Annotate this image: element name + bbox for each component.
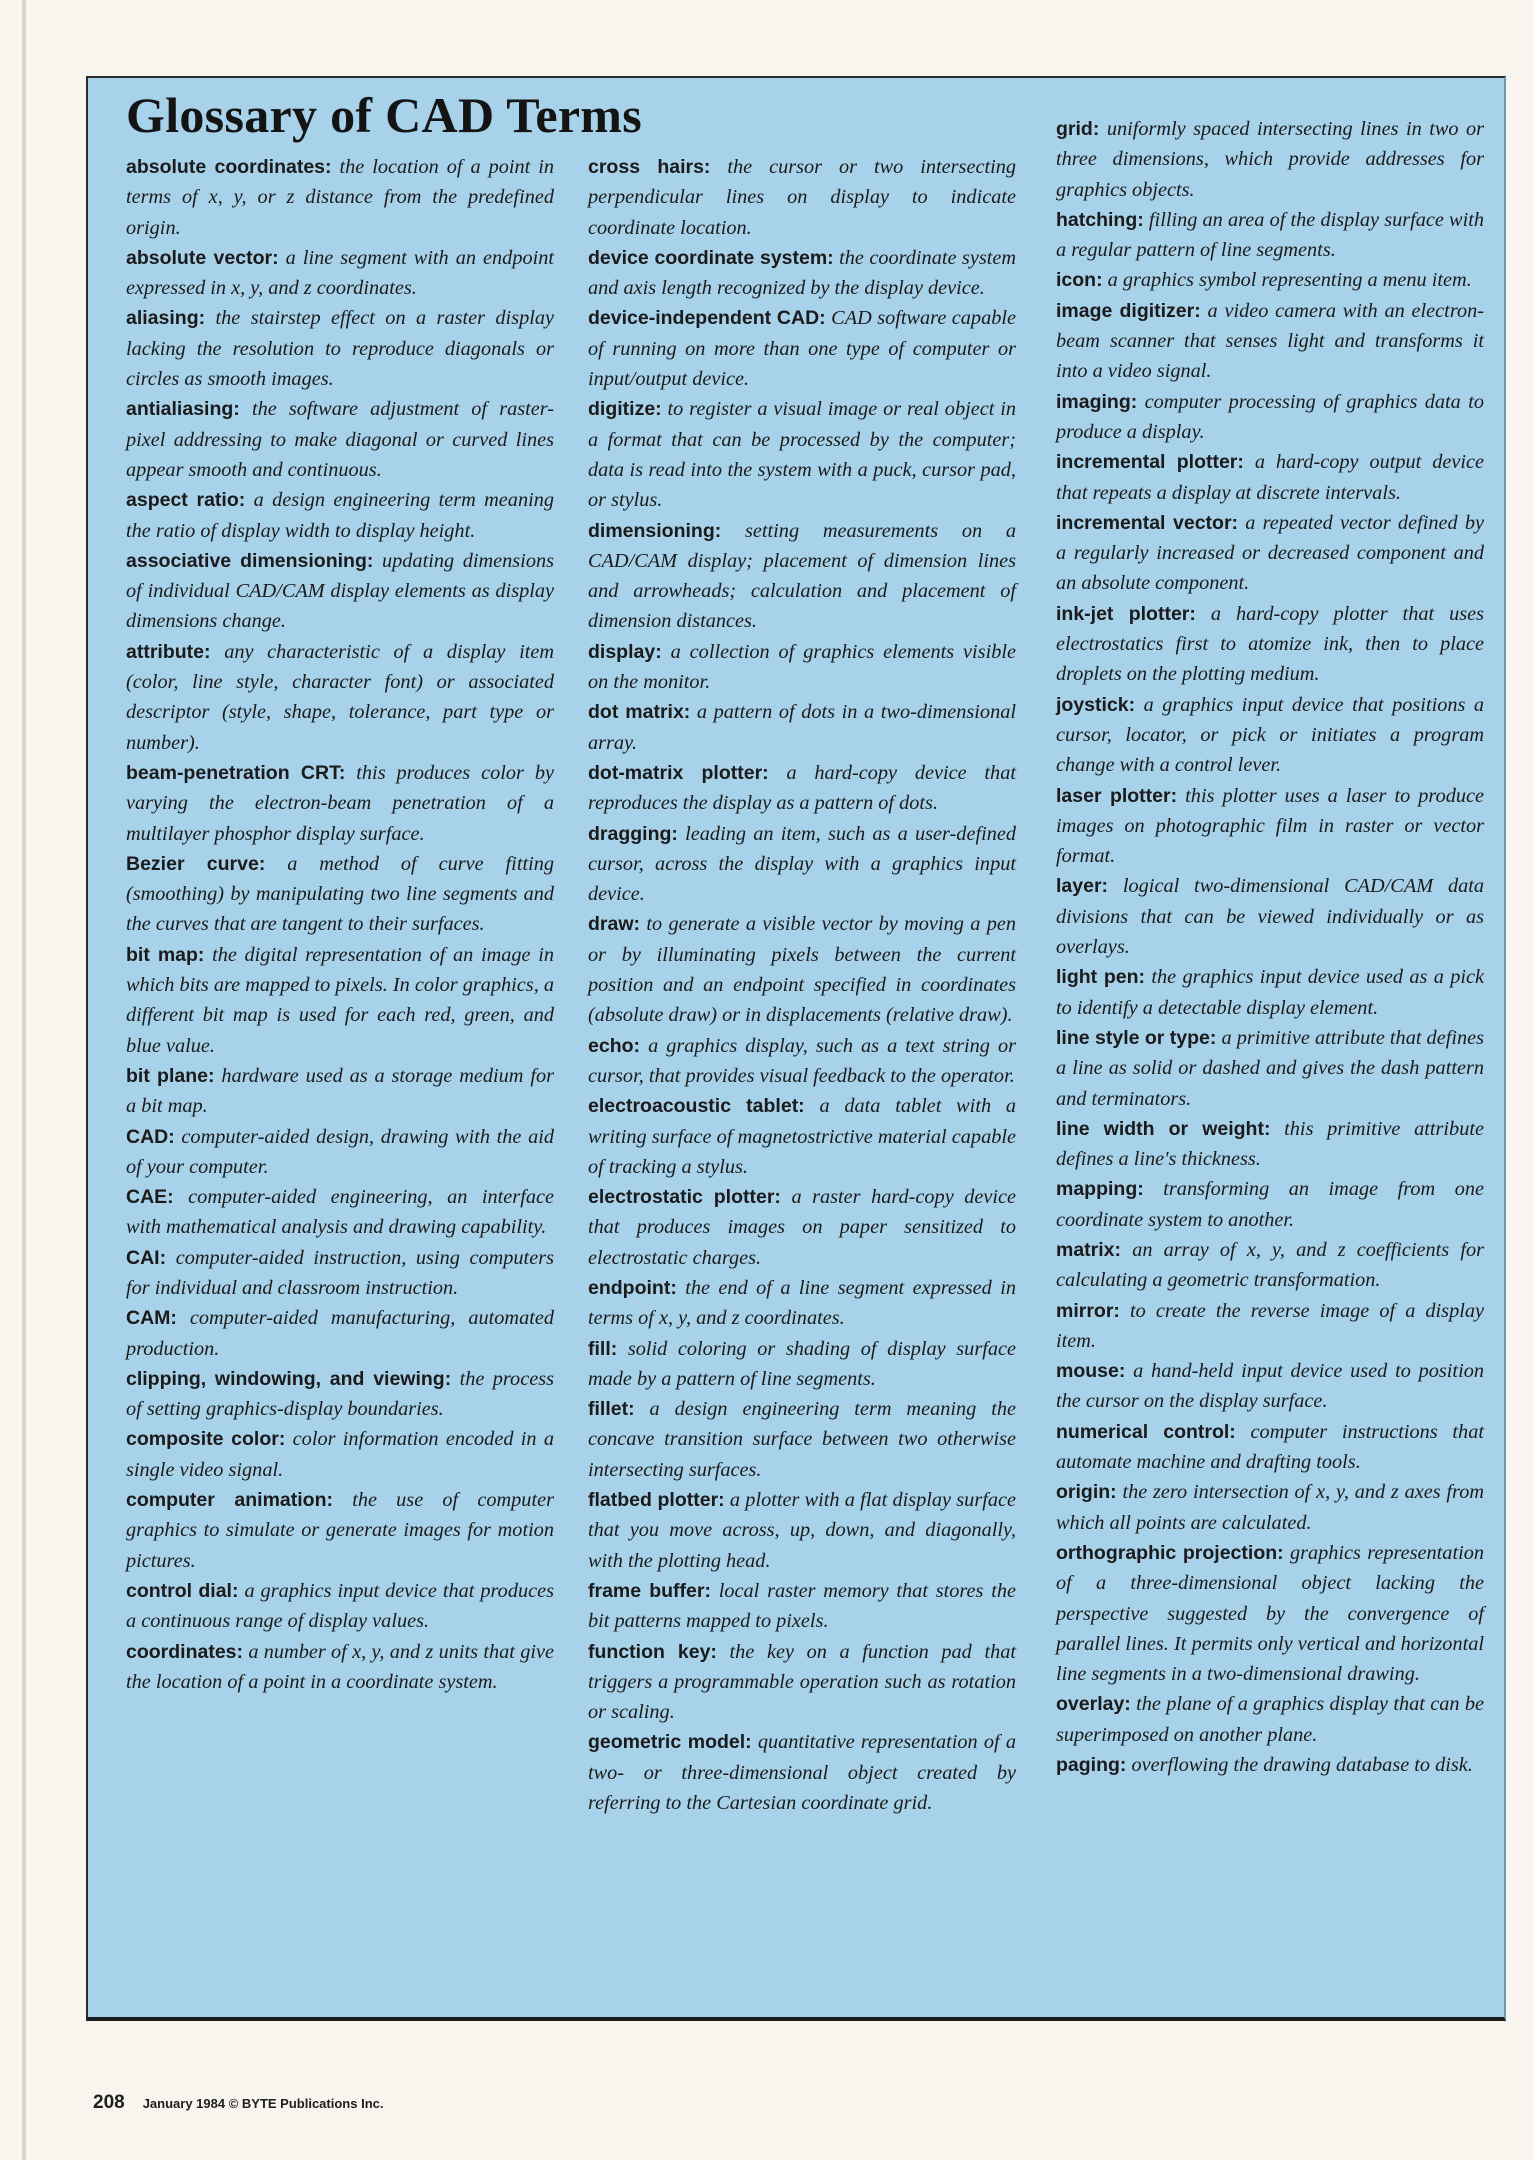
glossary-term: hatching: bbox=[1056, 208, 1144, 231]
glossary-term: incremental vector: bbox=[1056, 511, 1239, 534]
glossary-definition: the use of computer graphics to simulate or generate images for motion pictures. bbox=[126, 1489, 554, 1572]
glossary-definition: a hard-copy plotter that uses electrostatics first to atomize ink, then to place droplets on the plotting medium. bbox=[1056, 602, 1484, 686]
glossary-definition: to create the reverse image of a display item. bbox=[1056, 1299, 1484, 1352]
glossary-entry bbox=[588, 1182, 1016, 1273]
publication-note: January 1984 © BYTE Publications Inc. bbox=[142, 2096, 384, 2111]
glossary-entry bbox=[126, 1485, 554, 1576]
glossary-term: dimensioning: bbox=[588, 519, 722, 542]
glossary-definition: a raster hard-copy device that produces images on paper sensitized to electrostatic charges. bbox=[588, 1186, 1016, 1269]
glossary-entry bbox=[1056, 1235, 1484, 1296]
glossary-definition: quantitative representation of a two- or three-dimensional object created by referring to the Cartesian coordinate grid. bbox=[588, 1731, 1016, 1815]
glossary-term: joystick: bbox=[1056, 693, 1136, 716]
glossary-entry bbox=[1056, 205, 1484, 266]
glossary-definition: the digital representation of an image in which bits are mapped to pixels. In color graphics, a different bit map is used for each red, green, and blue value. bbox=[126, 943, 554, 1057]
glossary-term: laser plotter: bbox=[1056, 784, 1178, 807]
glossary-term: draw: bbox=[588, 913, 641, 936]
page-footer bbox=[93, 2092, 383, 2114]
glossary-entry bbox=[126, 1122, 554, 1183]
glossary-definition: uniformly spaced intersecting lines in two or three dimensions, which provide addresses for graphics objects. bbox=[1056, 118, 1484, 201]
glossary-entry bbox=[126, 940, 554, 1061]
glossary-term: layer: bbox=[1056, 875, 1109, 898]
glossary-definition: filling an area of the display surface with a regular pattern of line segments. bbox=[1056, 208, 1484, 262]
glossary-entry bbox=[126, 152, 554, 243]
glossary-definition: the cursor or two intersecting perpendicular lines on display to indicate coordinate location. bbox=[588, 156, 1016, 239]
glossary-definition: a hard-copy output device that repeats a display at discrete intervals. bbox=[1056, 451, 1484, 504]
glossary-entry bbox=[588, 1273, 1016, 1334]
glossary-term: display: bbox=[588, 640, 662, 663]
glossary-entry bbox=[588, 1576, 1016, 1637]
page-number: 208 bbox=[93, 2092, 125, 2113]
glossary-term: beam-penetration CRT: bbox=[126, 761, 346, 784]
glossary-entry bbox=[1056, 1114, 1484, 1175]
glossary-entry bbox=[588, 394, 1016, 515]
glossary-definition: the plane of a graphics display that can be superimposed on another plane. bbox=[1056, 1693, 1484, 1746]
glossary-term: computer animation: bbox=[126, 1489, 333, 1512]
glossary-term: electroacoustic tablet: bbox=[588, 1095, 805, 1118]
glossary-definition: a line segment with an endpoint expressed in x, y, and z coordinates. bbox=[126, 246, 555, 300]
glossary-definition: a collection of graphics elements visible on the monitor. bbox=[588, 640, 1016, 694]
glossary-entry bbox=[126, 303, 554, 394]
glossary-term: clipping, windowing, and viewing: bbox=[126, 1367, 452, 1390]
glossary-column-1 bbox=[126, 152, 554, 1697]
glossary-entry bbox=[1056, 781, 1484, 872]
glossary-term: aspect ratio: bbox=[126, 489, 246, 512]
glossary-term: cross hairs: bbox=[588, 156, 711, 178]
glossary-definition: hardware used as a storage medium for a bit map. bbox=[126, 1064, 554, 1118]
glossary-entry bbox=[126, 1364, 554, 1425]
glossary-definition: graphics representation of a three-dimensional object lacking the perspective suggested by the convergence of parallel lines. It permits only vertical and horizontal line segments in a two-dimensional drawing. bbox=[1056, 1541, 1484, 1686]
glossary-definition: the graphics input device used as a pick to identify a detectable display element. bbox=[1056, 966, 1485, 1019]
glossary-term: device coordinate system: bbox=[588, 246, 834, 269]
glossary-definition: CAD software capable of running on more than one type of computer or input/output device. bbox=[588, 307, 1016, 391]
glossary-entry bbox=[1056, 447, 1484, 508]
glossary-entry bbox=[126, 849, 554, 940]
glossary-entry bbox=[1056, 1477, 1484, 1538]
glossary-term: CAI: bbox=[126, 1246, 167, 1269]
glossary-entry bbox=[1056, 1417, 1484, 1478]
glossary-definition: logical two-dimensional CAD/CAM data divisions that can be viewed individually or as overlays. bbox=[1056, 875, 1484, 959]
glossary-entry bbox=[1056, 296, 1484, 387]
glossary-entry bbox=[1056, 1296, 1484, 1357]
glossary-entry bbox=[1056, 1689, 1484, 1750]
glossary-definition: a number of x, y, and z units that give the location of a point in a coordinate system. bbox=[126, 1640, 554, 1693]
glossary-term: attribute: bbox=[126, 640, 211, 663]
glossary-term: frame buffer: bbox=[588, 1579, 711, 1602]
glossary-term: numerical control: bbox=[1056, 1420, 1236, 1443]
glossary-term: Bezier curve: bbox=[126, 852, 266, 875]
glossary-definition: updating dimensions of individual CAD/CAM display elements as display dimensions change. bbox=[126, 549, 554, 633]
glossary-entry bbox=[588, 1091, 1016, 1182]
glossary-definition: a graphics symbol representing a menu item. bbox=[1107, 269, 1472, 292]
glossary-term: echo: bbox=[588, 1034, 641, 1057]
glossary-term: paging: bbox=[1056, 1754, 1127, 1777]
glossary-entry bbox=[126, 1182, 554, 1243]
glossary-definition: this primitive attribute defines a line's thickness. bbox=[1056, 1117, 1484, 1171]
glossary-entry bbox=[1056, 1356, 1484, 1417]
glossary-entry bbox=[1056, 114, 1484, 205]
glossary-definition: a method of curve fitting (smoothing) by manipulating two line segments and the curves that are tangent to their surfaces. bbox=[126, 852, 555, 936]
glossary-entry bbox=[588, 1334, 1016, 1395]
glossary-entry bbox=[126, 394, 554, 485]
glossary-definition: the stairstep effect on a raster display lacking the resolution to reproduce diagonals or circles as smooth images. bbox=[126, 307, 555, 391]
glossary-term: aliasing: bbox=[126, 307, 206, 330]
glossary-entry bbox=[588, 152, 1016, 243]
glossary-entry bbox=[588, 303, 1016, 394]
glossary-entry bbox=[1056, 1023, 1484, 1114]
glossary-entry bbox=[1056, 265, 1484, 295]
glossary-entry bbox=[1056, 962, 1484, 1023]
glossary-term: associative dimensioning: bbox=[126, 549, 374, 572]
glossary-entry bbox=[588, 1637, 1016, 1728]
glossary-entry bbox=[126, 243, 554, 304]
glossary-definition: a primitive attribute that defines a line as solid or dashed and gives the dash pattern and terminators. bbox=[1056, 1026, 1484, 1110]
glossary-term: device-independent CAD: bbox=[588, 307, 826, 330]
glossary-definition: a pattern of dots in a two-dimensional array. bbox=[588, 701, 1016, 754]
glossary-entry bbox=[126, 1243, 554, 1304]
glossary-column-3 bbox=[1056, 114, 1484, 1780]
glossary-definition: overflowing the drawing database to disk. bbox=[1131, 1754, 1473, 1777]
glossary-entry bbox=[126, 1061, 554, 1122]
glossary-term: imaging: bbox=[1056, 390, 1138, 413]
glossary-term: grid: bbox=[1056, 118, 1100, 140]
glossary-term: composite color: bbox=[126, 1428, 286, 1451]
glossary-term: mouse: bbox=[1056, 1360, 1126, 1383]
glossary-term: function key: bbox=[588, 1640, 717, 1663]
glossary-column-2 bbox=[588, 152, 1016, 1818]
glossary-definition: a design engineering term meaning the ratio of display width to display height. bbox=[126, 489, 555, 542]
glossary-definition: a hand-held input device used to position the cursor on the display surface. bbox=[1056, 1360, 1484, 1413]
glossary-entry bbox=[588, 758, 1016, 819]
glossary-definition: transforming an image from one coordinate system to another. bbox=[1056, 1178, 1484, 1231]
glossary-term: overlay: bbox=[1056, 1693, 1131, 1716]
glossary-entry bbox=[588, 516, 1016, 637]
glossary-definition: a design engineering term meaning the concave transition surface between two otherwise intersecting surfaces. bbox=[588, 1398, 1016, 1481]
glossary-entry bbox=[588, 819, 1016, 910]
glossary-term: dot-matrix plotter: bbox=[588, 761, 769, 784]
glossary-definition: a data tablet with a writing surface of magnetostrictive material capable of tracking a stylus. bbox=[588, 1095, 1017, 1178]
glossary-entry bbox=[1056, 871, 1484, 962]
glossary-definition: this plotter uses a laser to produce images on photographic film in raster or vector format. bbox=[1056, 784, 1484, 868]
glossary-entry bbox=[588, 1031, 1016, 1092]
glossary-definition: a graphics input device that positions a cursor, locator, or pick or initiates a program change with a control lever. bbox=[1056, 693, 1484, 777]
glossary-entry bbox=[588, 909, 1016, 1030]
glossary-term: ink-jet plotter: bbox=[1056, 602, 1196, 625]
glossary-entry bbox=[126, 485, 554, 546]
glossary-entry bbox=[1056, 508, 1484, 599]
glossary-term: light pen: bbox=[1056, 966, 1145, 989]
glossary-entry bbox=[1056, 1174, 1484, 1235]
glossary-term: absolute coordinates: bbox=[126, 156, 332, 178]
glossary-entry bbox=[588, 243, 1016, 304]
glossary-entry bbox=[588, 697, 1016, 758]
glossary-term: mirror: bbox=[1056, 1299, 1120, 1322]
glossary-entry bbox=[126, 1576, 554, 1637]
glossary-definition: this produces color by varying the electron-beam penetration of a multilayer phosphor display surface. bbox=[126, 761, 554, 845]
glossary-entry bbox=[126, 758, 554, 849]
glossary-definition: the process of setting graphics-display boundaries. bbox=[126, 1367, 554, 1421]
glossary-term: incremental plotter: bbox=[1056, 451, 1244, 474]
glossary-definition: an array of x, y, and z coefficients for calculating a geometric transformation. bbox=[1056, 1238, 1484, 1292]
glossary-definition: local raster memory that stores the bit patterns mapped to pixels. bbox=[588, 1579, 1016, 1633]
glossary-entry bbox=[1056, 690, 1484, 781]
glossary-term: digitize: bbox=[588, 398, 662, 421]
glossary-term: dragging: bbox=[588, 822, 678, 845]
glossary-term: antialiasing: bbox=[126, 398, 240, 421]
glossary-term: bit plane: bbox=[126, 1064, 215, 1087]
glossary-term: icon: bbox=[1056, 269, 1103, 292]
glossary-definition: solid coloring or shading of display surface made by a pattern of line segments. bbox=[588, 1337, 1016, 1390]
glossary-term: geometric model: bbox=[588, 1731, 752, 1754]
glossary-definition: computer-aided design, drawing with the aid of your computer. bbox=[126, 1125, 554, 1178]
glossary-term: fill: bbox=[588, 1337, 618, 1360]
glossary-entry bbox=[1056, 1750, 1484, 1780]
glossary-term: mapping: bbox=[1056, 1178, 1144, 1201]
glossary-definition: computer instructions that automate machine and drafting tools. bbox=[1056, 1420, 1484, 1474]
glossary-entry bbox=[588, 1485, 1016, 1576]
page-title: Glossary of CAD Terms bbox=[126, 87, 643, 143]
glossary-term: fillet: bbox=[588, 1398, 635, 1421]
glossary-term: matrix: bbox=[1056, 1238, 1122, 1261]
glossary-definition: to generate a visible vector by moving a pen or by illuminating pixels between the current position and an endpoint specified in coordinates (absolute draw) or in displacements (relative draw). bbox=[588, 913, 1016, 1027]
glossary-term: image digitizer: bbox=[1056, 299, 1201, 322]
glossary-term: endpoint: bbox=[588, 1276, 677, 1299]
glossary-definition: setting measurements on a CAD/CAM display; placement of dimension lines and arrowheads; calculation and placement of dimension distances. bbox=[588, 519, 1016, 633]
glossary-definition: the location of a point in terms of x, y, or z distance from the predefined origin. bbox=[126, 156, 555, 239]
glossary-term: bit map: bbox=[126, 943, 205, 966]
glossary-definition: a graphics display, such as a text string or cursor, that provides visual feedback to the operator. bbox=[588, 1034, 1017, 1087]
glossary-entry bbox=[588, 1394, 1016, 1485]
glossary-definition: a repeated vector defined by a regularly increased or decreased component and an absolute component. bbox=[1056, 511, 1484, 595]
glossary-definition: the end of a line segment expressed in terms of x, y, and z coordinates. bbox=[588, 1276, 1016, 1330]
glossary-definition: a video camera with an electron-beam scanner that senses light and transforms it into a video signal. bbox=[1056, 299, 1484, 383]
glossary-entry bbox=[126, 546, 554, 637]
glossary-entry bbox=[1056, 1538, 1484, 1689]
glossary-definition: color information encoded in a single video signal. bbox=[126, 1428, 554, 1481]
glossary-definition: the key on a function pad that triggers a programmable operation such as rotation or scaling. bbox=[588, 1640, 1016, 1724]
glossary-definition: the coordinate system and axis length recognized by the display device. bbox=[588, 246, 1016, 300]
glossary-term: CAD: bbox=[126, 1125, 175, 1148]
glossary-panel bbox=[86, 76, 1506, 2021]
glossary-definition: computer-aided engineering, an interface with mathematical analysis and drawing capability. bbox=[126, 1186, 554, 1239]
glossary-definition: computer-aided manufacturing, automated production. bbox=[126, 1307, 554, 1360]
glossary-definition: a plotter with a flat display surface that you move across, up, down, and diagonally, with the plotting head. bbox=[588, 1489, 1016, 1572]
glossary-term: CAM: bbox=[126, 1307, 177, 1330]
glossary-term: CAE: bbox=[126, 1186, 174, 1209]
glossary-entry bbox=[126, 1303, 554, 1364]
glossary-entry bbox=[1056, 599, 1484, 690]
glossary-entry bbox=[588, 637, 1016, 698]
glossary-entry bbox=[126, 637, 554, 758]
glossary-definition: computer-aided instruction, using computers for individual and classroom instruction. bbox=[126, 1246, 554, 1299]
glossary-definition: a hard-copy device that reproduces the display as a pattern of dots. bbox=[588, 761, 1016, 815]
glossary-definition: computer processing of graphics data to produce a display. bbox=[1056, 390, 1484, 443]
glossary-term: absolute vector: bbox=[126, 246, 279, 269]
glossary-entry bbox=[1056, 387, 1484, 448]
glossary-term: origin: bbox=[1056, 1481, 1117, 1504]
glossary-term: flatbed plotter: bbox=[588, 1489, 725, 1512]
glossary-definition: a graphics input device that produces a continuous range of display values. bbox=[126, 1579, 554, 1633]
glossary-definition: the zero intersection of x, y, and z axes from which all points are calculated. bbox=[1056, 1481, 1484, 1534]
glossary-term: line style or type: bbox=[1056, 1026, 1217, 1049]
glossary-definition: the software adjustment of raster-pixel addressing to make diagonal or curved lines appear smooth and continuous. bbox=[126, 398, 554, 481]
glossary-entry bbox=[588, 1727, 1016, 1818]
glossary-term: dot matrix: bbox=[588, 701, 691, 724]
glossary-term: line width or weight: bbox=[1056, 1117, 1271, 1140]
glossary-definition: to register a visual image or real object in a format that can be processed by the computer; data is read into the system with a puck, cursor pad, or stylus. bbox=[588, 398, 1017, 512]
glossary-definition: leading an item, such as a user-defined cursor, across the display with a graphics input device. bbox=[588, 822, 1016, 906]
glossary-term: coordinates: bbox=[126, 1640, 244, 1663]
glossary-definition: any characteristic of a display item (color, line style, character font) or associated descriptor (style, shape, tolerance, part type or number). bbox=[126, 640, 555, 754]
page-edge bbox=[22, 0, 26, 2160]
glossary-entry bbox=[126, 1637, 554, 1698]
glossary-entry bbox=[126, 1424, 554, 1485]
glossary-term: orthographic projection: bbox=[1056, 1541, 1284, 1564]
glossary-term: electrostatic plotter: bbox=[588, 1186, 781, 1209]
glossary-term: control dial: bbox=[126, 1579, 239, 1602]
